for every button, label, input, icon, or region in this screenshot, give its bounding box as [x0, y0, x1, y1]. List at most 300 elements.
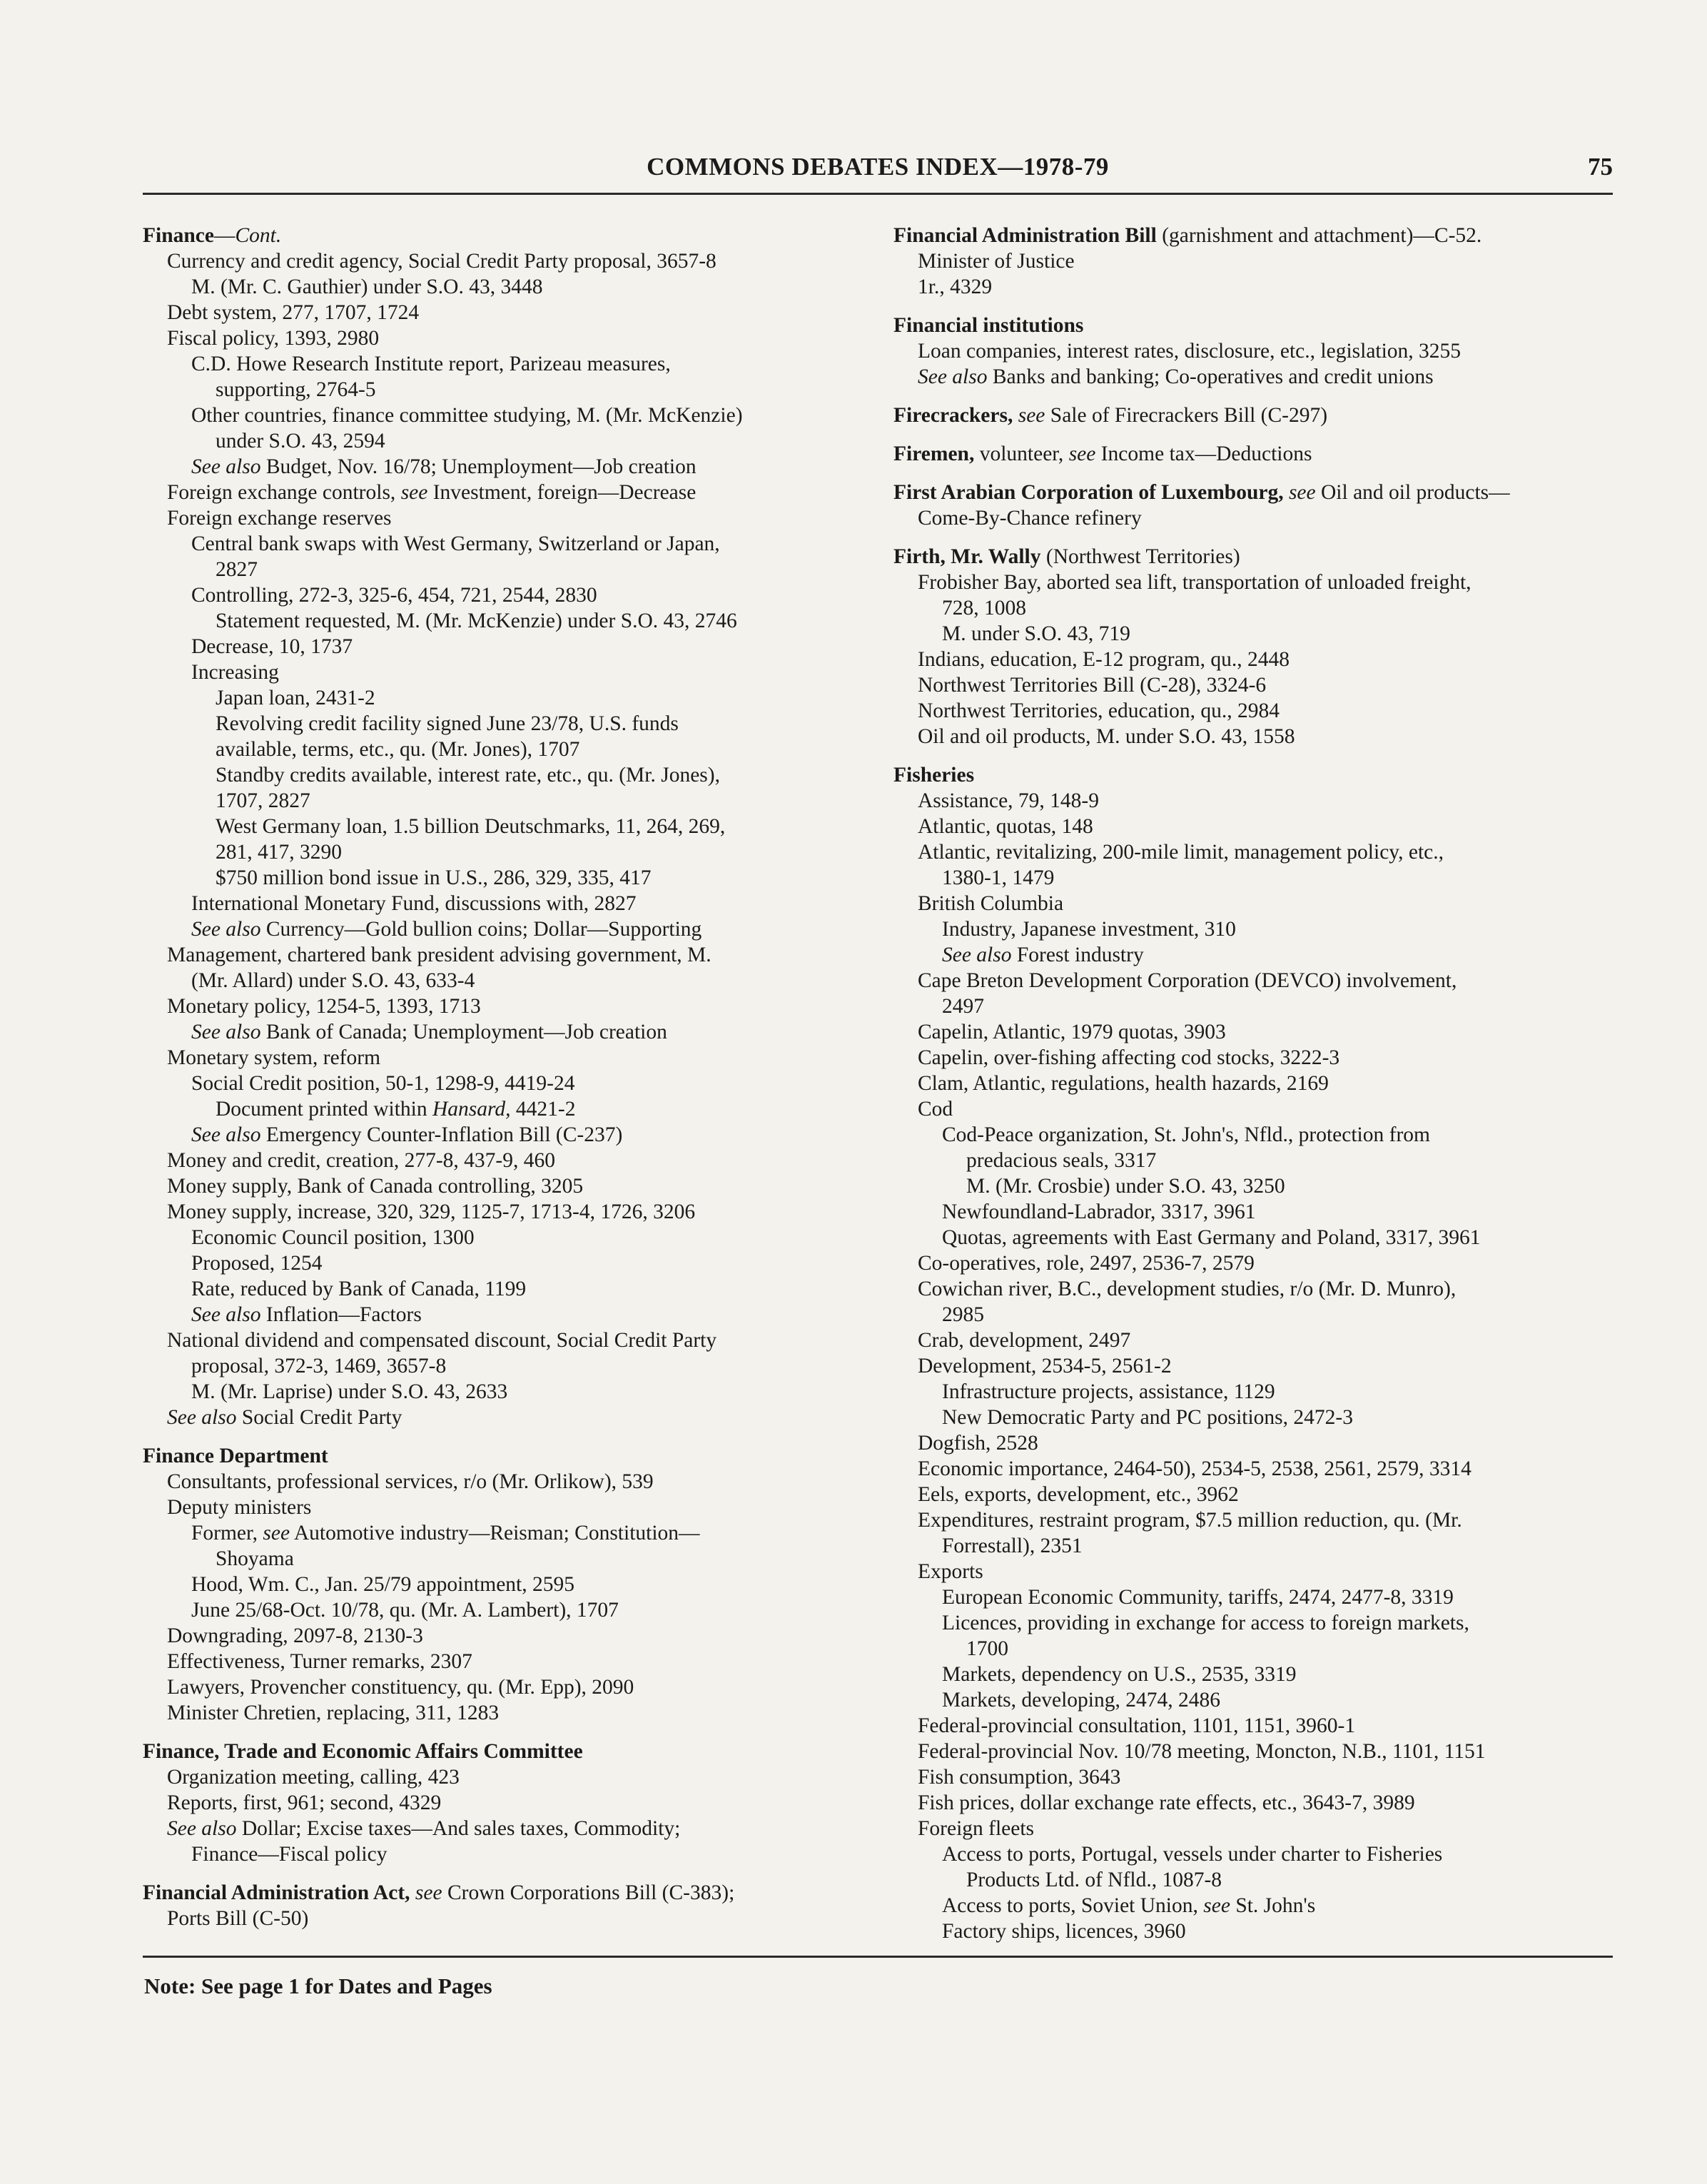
entry-text: Dogfish, 2528 — [918, 1432, 1038, 1455]
entry-text: (garnishment and attachment)—C-52. — [1156, 224, 1482, 247]
entry-text: Northwest Territories, education, qu., 2984 — [918, 699, 1280, 722]
index-entry — [143, 1520, 856, 1546]
entry-text: C.D. Howe Research Institute report, Parizeau measures, — [191, 353, 671, 375]
entry-text: proposal, 372-3, 1469, 3657-8 — [191, 1355, 447, 1377]
entry-text: M. (Mr. Crosbie) under S.O. 43, 3250 — [966, 1175, 1285, 1198]
entry-text: Increasing — [191, 661, 279, 684]
index-column-left — [143, 223, 856, 1931]
index-entry — [143, 1764, 856, 1790]
entry-italic-text: See also — [191, 918, 261, 941]
entry-text: Oil and oil products, M. under S.O. 43, 1558 — [918, 725, 1295, 748]
index-heading — [143, 1739, 856, 1764]
entry-text: 2497 — [942, 995, 984, 1018]
entry-italic-text: See also — [167, 1406, 237, 1429]
index-entry — [893, 1122, 1607, 1148]
index-heading — [143, 1880, 856, 1906]
index-entry — [893, 1225, 1607, 1250]
entry-italic-text: see — [263, 1522, 290, 1545]
entry-text: Atlantic, quotas, 148 — [918, 815, 1093, 838]
index-entry — [143, 531, 856, 557]
entry-text: Standby credits available, interest rate, etc., qu. (Mr. Jones), — [216, 764, 720, 787]
entry-italic-text: See also — [191, 1021, 261, 1043]
entry-text: Crown Corporations Bill (C-383); — [442, 1881, 735, 1904]
entry-italic-text: see — [400, 481, 428, 504]
entry-italic-text: see — [1203, 1894, 1230, 1917]
index-entry — [893, 338, 1607, 364]
index-heading — [893, 313, 1607, 338]
entry-text: predacious seals, 3317 — [966, 1149, 1157, 1172]
index-entry — [893, 672, 1607, 698]
index-entry — [893, 1867, 1607, 1893]
index-entry — [143, 505, 856, 531]
index-entry — [893, 1456, 1607, 1482]
entry-text: 281, 417, 3290 — [216, 841, 342, 864]
entry-text: Debt system, 277, 1707, 1724 — [167, 301, 420, 324]
entry-text: Reports, first, 961; second, 4329 — [167, 1791, 442, 1814]
entry-text — [1284, 481, 1289, 504]
index-entry — [893, 621, 1607, 647]
entry-text: Proposed, 1254 — [191, 1252, 323, 1275]
entry-text: Products Ltd. of Nfld., 1087-8 — [966, 1869, 1222, 1891]
entry-spacer — [893, 390, 1607, 403]
index-entry — [143, 1122, 856, 1148]
entry-text: Federal-provincial Nov. 10/78 meeting, Moncton, N.B., 1101, 1151 — [918, 1740, 1486, 1763]
entry-text — [410, 1881, 415, 1904]
index-entry — [893, 570, 1607, 595]
entry-text: — — [213, 224, 235, 247]
entry-italic-text: Hansard, — [432, 1098, 511, 1121]
entry-text: Income tax—Deductions — [1095, 443, 1312, 465]
index-entry — [893, 1379, 1607, 1405]
index-heading — [893, 544, 1607, 570]
index-entry — [893, 1430, 1607, 1456]
entry-text: Controlling, 272-3, 325-6, 454, 721, 2544, 2830 — [191, 584, 597, 607]
entry-text: Japan loan, 2431-2 — [216, 687, 375, 709]
entry-text: June 25/68-Oct. 10/78, qu. (Mr. A. Lambert), 1707 — [191, 1599, 619, 1622]
entry-text: Money supply, increase, 320, 329, 1125-7, 1713-4, 1726, 3206 — [167, 1200, 696, 1223]
index-entry — [143, 1790, 856, 1816]
index-entry — [143, 865, 856, 891]
index-entry — [143, 582, 856, 608]
index-entry — [143, 1302, 856, 1328]
entry-text: Downgrading, 2097-8, 2130-3 — [167, 1624, 423, 1647]
entry-spacer — [893, 300, 1607, 313]
entry-text: Markets, dependency on U.S., 2535, 3319 — [942, 1663, 1297, 1686]
entry-text: Finance—Fiscal policy — [191, 1843, 388, 1866]
entry-text: 1700 — [966, 1637, 1008, 1660]
index-entry — [893, 1250, 1607, 1276]
entry-text: European Economic Community, tariffs, 2474, 2477-8, 3319 — [942, 1586, 1454, 1609]
index-entry — [893, 891, 1607, 916]
entry-text: Federal-provincial consultation, 1101, 1151, 3960-1 — [918, 1714, 1356, 1737]
index-entry — [893, 1636, 1607, 1662]
index-entry — [893, 1507, 1607, 1533]
entry-text: Revolving credit facility signed June 23/78, U.S. funds — [216, 712, 679, 735]
index-heading — [893, 762, 1607, 788]
index-entry — [893, 994, 1607, 1019]
entry-heading-text: Firemen, — [893, 443, 975, 465]
index-entry — [143, 968, 856, 994]
entry-text: Dollar; Excise taxes—And sales taxes, Commodity; — [236, 1817, 681, 1840]
entry-text: Come-By-Chance refinery — [918, 507, 1142, 530]
entry-italic-text: See also — [191, 1123, 261, 1146]
entry-text: West Germany loan, 1.5 billion Deutschmarks, 11, 264, 269, — [216, 815, 726, 838]
index-entry — [893, 788, 1607, 814]
entry-text: Foreign exchange controls, — [167, 481, 401, 504]
entry-text: Minister Chretien, replacing, 311, 1283 — [167, 1702, 500, 1724]
entry-text: available, terms, etc., qu. (Mr. Jones), 1707 — [216, 738, 580, 761]
entry-text: Capelin, over-fishing affecting cod stocks, 3222-3 — [918, 1046, 1340, 1069]
index-entry — [143, 1199, 856, 1225]
index-entry — [893, 1173, 1607, 1199]
index-entry — [143, 1546, 856, 1572]
footer-divider — [143, 1956, 1613, 1958]
index-entry — [893, 595, 1607, 621]
entry-text: Bank of Canada; Unemployment—Job creation — [260, 1021, 667, 1043]
entry-text: Fish prices, dollar exchange rate effects, etc., 3643-7, 3989 — [918, 1791, 1415, 1814]
index-entry — [893, 364, 1607, 390]
index-entry — [893, 1764, 1607, 1790]
index-entry — [143, 248, 856, 274]
entry-text: Deputy ministers — [167, 1496, 312, 1519]
entry-text: M. (Mr. Laprise) under S.O. 43, 2633 — [191, 1380, 508, 1403]
entry-text: Effectiveness, Turner remarks, 2307 — [167, 1650, 472, 1673]
entry-text: National dividend and compensated discount, Social Credit Party — [167, 1329, 717, 1352]
index-entry — [893, 1482, 1607, 1507]
index-heading — [143, 223, 856, 248]
entry-text: Budget, Nov. 16/78; Unemployment—Job creation — [260, 455, 697, 478]
footer-note: Note: See page 1 for Dates and Pages — [144, 1973, 492, 1998]
index-heading — [893, 403, 1607, 428]
page-title: COMMONS DEBATES INDEX—1978-79 — [647, 153, 1109, 181]
index-entry — [143, 1276, 856, 1302]
entry-text: Cod — [918, 1098, 953, 1121]
index-entry — [893, 1610, 1607, 1636]
index-entry — [143, 300, 856, 325]
entry-text: Consultants, professional services, r/o (Mr. Orlikow), 539 — [167, 1470, 654, 1493]
index-entry — [143, 1623, 856, 1649]
index-entry — [143, 274, 856, 300]
entry-italic-text: Cont. — [235, 224, 282, 247]
entry-text: Crab, development, 2497 — [918, 1329, 1131, 1352]
index-entry — [893, 274, 1607, 300]
page-number: 75 — [1588, 153, 1613, 181]
entry-text: Eels, exports, development, etc., 3962 — [918, 1483, 1239, 1506]
index-entry — [893, 1790, 1607, 1816]
entry-text: Cowichan river, B.C., development studies, r/o (Mr. D. Munro), — [918, 1278, 1457, 1300]
index-entry — [143, 762, 856, 788]
index-entry — [893, 865, 1607, 891]
entry-spacer — [893, 531, 1607, 544]
entry-text: Licences, providing in exchange for access to foreign markets, — [942, 1612, 1469, 1634]
index-entry — [893, 1045, 1607, 1071]
index-entry — [893, 1328, 1607, 1353]
index-entry — [143, 1405, 856, 1430]
entry-text: Assistance, 79, 148-9 — [918, 789, 1099, 812]
index-entry — [893, 839, 1607, 865]
entry-text: Quotas, agreements with East Germany and Poland, 3317, 3961 — [942, 1226, 1481, 1249]
entry-text: Inflation—Factors — [260, 1303, 422, 1326]
entry-text: Cape Breton Development Corporation (DEVCO) involvement, — [918, 969, 1457, 992]
index-entry — [893, 1739, 1607, 1764]
index-entry — [893, 1713, 1607, 1739]
index-entry — [143, 685, 856, 711]
index-entry — [893, 1816, 1607, 1841]
entry-text — [1013, 404, 1018, 427]
entry-text: Other countries, finance committee studying, M. (Mr. McKenzie) — [191, 404, 743, 427]
index-entry — [143, 1071, 856, 1096]
index-entry — [893, 1584, 1607, 1610]
entry-text: Markets, developing, 2474, 2486 — [942, 1689, 1220, 1712]
index-heading — [893, 223, 1607, 248]
entry-text: Shoyama — [216, 1547, 294, 1570]
index-entry — [893, 1405, 1607, 1430]
entry-text: Currency—Gold bullion coins; Dollar—Supporting — [260, 918, 702, 941]
index-entry — [143, 1700, 856, 1726]
entry-text: 1707, 2827 — [216, 789, 310, 812]
index-entry — [143, 351, 856, 377]
entry-text: New Democratic Party and PC positions, 2472-3 — [942, 1406, 1353, 1429]
entry-text: Investment, foreign—Decrease — [427, 481, 697, 504]
index-entry — [893, 1353, 1607, 1379]
entry-heading-text: Financial institutions — [893, 314, 1084, 337]
entry-text: Exports — [918, 1560, 983, 1583]
entry-text: Emergency Counter-Inflation Bill (C-237) — [260, 1123, 623, 1146]
index-entry — [143, 1045, 856, 1071]
entry-italic-text: See also — [191, 455, 261, 478]
entry-text: Minister of Justice — [918, 250, 1075, 273]
entry-spacer — [893, 749, 1607, 762]
entry-text: 2985 — [942, 1303, 984, 1326]
index-entry — [143, 1906, 856, 1931]
index-entry — [893, 1687, 1607, 1713]
entry-text: Clam, Atlantic, regulations, health hazards, 2169 — [918, 1072, 1329, 1095]
entry-text: Foreign fleets — [918, 1817, 1035, 1840]
entry-heading-text: Financial Administration Act, — [143, 1881, 410, 1904]
entry-spacer — [143, 1726, 856, 1739]
index-entry — [893, 1276, 1607, 1302]
entry-text: M. under S.O. 43, 719 — [942, 622, 1130, 645]
index-entry — [893, 1019, 1607, 1045]
entry-text: Currency and credit agency, Social Credit Party proposal, 3657-8 — [167, 250, 716, 273]
entry-text: 4421-2 — [510, 1098, 576, 1121]
entry-text: Lawyers, Provencher constituency, qu. (Mr. Epp), 2090 — [167, 1676, 634, 1699]
index-entry — [143, 557, 856, 582]
entry-text: Frobisher Bay, aborted sea lift, transportation of unloaded freight, — [918, 571, 1472, 594]
index-entry — [143, 1597, 856, 1623]
index-entry — [893, 1302, 1607, 1328]
index-entry — [143, 1841, 856, 1867]
entry-italic-text: see — [415, 1881, 442, 1904]
entry-heading-text: Firth, Mr. Wally — [893, 545, 1041, 568]
entry-text: 1r., 4329 — [918, 275, 993, 298]
entry-text: Capelin, Atlantic, 1979 quotas, 3903 — [918, 1021, 1226, 1043]
index-entry — [893, 1533, 1607, 1559]
entry-text: Ports Bill (C-50) — [167, 1907, 309, 1930]
entry-text: Social Credit position, 50-1, 1298-9, 4419-24 — [191, 1072, 575, 1095]
index-entry — [143, 839, 856, 865]
entry-spacer — [143, 1867, 856, 1880]
index-entry — [143, 608, 856, 634]
entry-text: (Northwest Territories) — [1040, 545, 1240, 568]
entry-text: Document printed within — [216, 1098, 432, 1121]
entry-text: supporting, 2764-5 — [216, 378, 376, 401]
index-heading — [893, 441, 1607, 467]
index-entry — [143, 634, 856, 659]
entry-text: Money and credit, creation, 277-8, 437-9, 460 — [167, 1149, 555, 1172]
entry-spacer — [893, 428, 1607, 441]
index-entry — [143, 1148, 856, 1173]
entry-text: Central bank swaps with West Germany, Switzerland or Japan, — [191, 532, 720, 555]
index-entry — [143, 1173, 856, 1199]
entry-text: Industry, Japanese investment, 310 — [942, 918, 1236, 941]
entry-text: $750 million bond issue in U.S., 286, 329, 335, 417 — [216, 866, 652, 889]
entry-text: British Columbia — [918, 892, 1064, 915]
index-entry — [893, 248, 1607, 274]
entry-text: Access to ports, Soviet Union, — [942, 1894, 1204, 1917]
index-entry — [893, 1841, 1607, 1867]
index-column-right — [893, 223, 1607, 1944]
entry-text: 728, 1008 — [942, 597, 1026, 620]
entry-text: M. (Mr. C. Gauthier) under S.O. 43, 3448 — [191, 275, 543, 298]
entry-italic-text: See also — [167, 1817, 237, 1840]
entry-heading-text: Finance, Trade and Economic Affairs Committee — [143, 1740, 583, 1763]
index-entry — [893, 1071, 1607, 1096]
index-entry — [893, 505, 1607, 531]
index-entry — [143, 325, 856, 351]
entry-text: Cod-Peace organization, St. John's, Nfld., protection from — [942, 1123, 1430, 1146]
entry-text: St. John's — [1230, 1894, 1316, 1917]
index-entry — [143, 377, 856, 403]
index-entry — [143, 737, 856, 762]
entry-heading-text: Financial Administration Bill — [893, 224, 1157, 247]
index-entry — [143, 814, 856, 839]
index-entry — [893, 698, 1607, 724]
index-entry — [143, 1328, 856, 1353]
index-entry — [893, 1893, 1607, 1918]
index-entry — [893, 814, 1607, 839]
entry-text: Oil and oil products— — [1315, 481, 1510, 504]
entry-text: Economic Council position, 1300 — [191, 1226, 475, 1249]
index-entry — [143, 480, 856, 505]
entry-text: Access to ports, Portugal, vessels under charter to Fisheries — [942, 1843, 1443, 1866]
entry-text: Indians, education, E-12 program, qu., 2448 — [918, 648, 1290, 671]
index-entry — [143, 428, 856, 454]
entry-italic-text: see — [1288, 481, 1316, 504]
entry-text: Expenditures, restraint program, $7.5 million reduction, qu. (Mr. — [918, 1509, 1462, 1532]
entry-heading-text: Fisheries — [893, 764, 975, 787]
index-entry — [143, 1379, 856, 1405]
index-entry — [893, 1662, 1607, 1687]
entry-heading-text: Finance Department — [143, 1445, 328, 1467]
entry-spacer — [143, 1430, 856, 1443]
entry-text: Former, — [191, 1522, 263, 1545]
entry-text: Fish consumption, 3643 — [918, 1766, 1121, 1789]
entry-heading-text: Firecrackers, — [893, 404, 1013, 427]
page-header — [143, 150, 1613, 195]
entry-text: Banks and banking; Co-operatives and credit unions — [987, 365, 1434, 388]
entry-text: Atlantic, revitalizing, 200-mile limit, management policy, etc., — [918, 841, 1444, 864]
entry-text: Money supply, Bank of Canada controlling, 3205 — [167, 1175, 584, 1198]
index-entry — [143, 994, 856, 1019]
entry-text: Hood, Wm. C., Jan. 25/79 appointment, 2595 — [191, 1573, 574, 1596]
entry-text: Automotive industry—Reisman; Constitution— — [290, 1522, 700, 1545]
index-entry — [893, 968, 1607, 994]
entry-text: Management, chartered bank president advising government, M. — [167, 944, 711, 966]
entry-italic-text: See also — [918, 365, 988, 388]
entry-text: Economic importance, 2464-50), 2534-5, 2538, 2561, 2579, 3314 — [918, 1457, 1472, 1480]
entry-text: Sale of Firecrackers Bill (C-297) — [1045, 404, 1328, 427]
index-entry — [893, 647, 1607, 672]
entry-text: Monetary system, reform — [167, 1046, 381, 1069]
index-entry — [143, 788, 856, 814]
index-entry — [893, 1199, 1607, 1225]
entry-italic-text: see — [1018, 404, 1045, 427]
entry-text: 1380-1, 1479 — [942, 866, 1055, 889]
entry-italic-text: See also — [942, 944, 1012, 966]
entry-heading-text: Finance — [143, 224, 214, 247]
index-entry — [893, 1918, 1607, 1944]
entry-text: Organization meeting, calling, 423 — [167, 1766, 460, 1789]
entry-text: Loan companies, interest rates, disclosure, etc., legislation, 3255 — [918, 340, 1462, 363]
index-entry — [143, 1674, 856, 1700]
entry-text: Forrestall), 2351 — [942, 1535, 1083, 1557]
index-entry — [143, 454, 856, 480]
entry-text: (Mr. Allard) under S.O. 43, 633-4 — [191, 969, 475, 992]
index-entry — [893, 724, 1607, 749]
index-entry — [893, 1148, 1607, 1173]
index-entry — [143, 1019, 856, 1045]
entry-text: under S.O. 43, 2594 — [216, 430, 385, 453]
entry-text: 2827 — [216, 558, 258, 581]
entry-text: Northwest Territories Bill (C-28), 3324-6 — [918, 674, 1267, 697]
entry-italic-text: see — [1068, 443, 1096, 465]
index-entry — [893, 942, 1607, 968]
index-entry — [893, 1096, 1607, 1122]
index-entry — [143, 711, 856, 737]
index-entry — [143, 659, 856, 685]
entry-text: Infrastructure projects, assistance, 1129 — [942, 1380, 1275, 1403]
index-heading — [893, 480, 1607, 505]
index-entry — [143, 1225, 856, 1250]
entry-text: volunteer, — [974, 443, 1069, 465]
index-entry — [143, 1816, 856, 1841]
entry-text: Factory ships, licences, 3960 — [942, 1920, 1186, 1943]
index-entry — [893, 916, 1607, 942]
index-entry — [143, 403, 856, 428]
index-entry — [143, 942, 856, 968]
entry-text: Forest industry — [1011, 944, 1144, 966]
entry-text: Monetary policy, 1254-5, 1393, 1713 — [167, 995, 481, 1018]
index-entry — [893, 1559, 1607, 1584]
index-entry — [143, 1353, 856, 1379]
entry-italic-text: See also — [191, 1303, 261, 1326]
index-heading — [143, 1443, 856, 1469]
index-entry — [143, 1572, 856, 1597]
entry-text: International Monetary Fund, discussions with, 2827 — [191, 892, 637, 915]
index-entry — [143, 1250, 856, 1276]
entry-heading-text: First Arabian Corporation of Luxembourg, — [893, 481, 1284, 504]
entry-text: Fiscal policy, 1393, 2980 — [167, 327, 380, 350]
entry-text: Social Credit Party — [236, 1406, 402, 1429]
entry-text: Statement requested, M. (Mr. McKenzie) under S.O. 43, 2746 — [216, 610, 737, 632]
index-entry — [143, 1649, 856, 1674]
entry-spacer — [893, 467, 1607, 480]
entry-text: Newfoundland-Labrador, 3317, 3961 — [942, 1200, 1256, 1223]
entry-text: Co-operatives, role, 2497, 2536-7, 2579 — [918, 1252, 1255, 1275]
entry-text: Decrease, 10, 1737 — [191, 635, 353, 658]
index-entry — [143, 916, 856, 942]
